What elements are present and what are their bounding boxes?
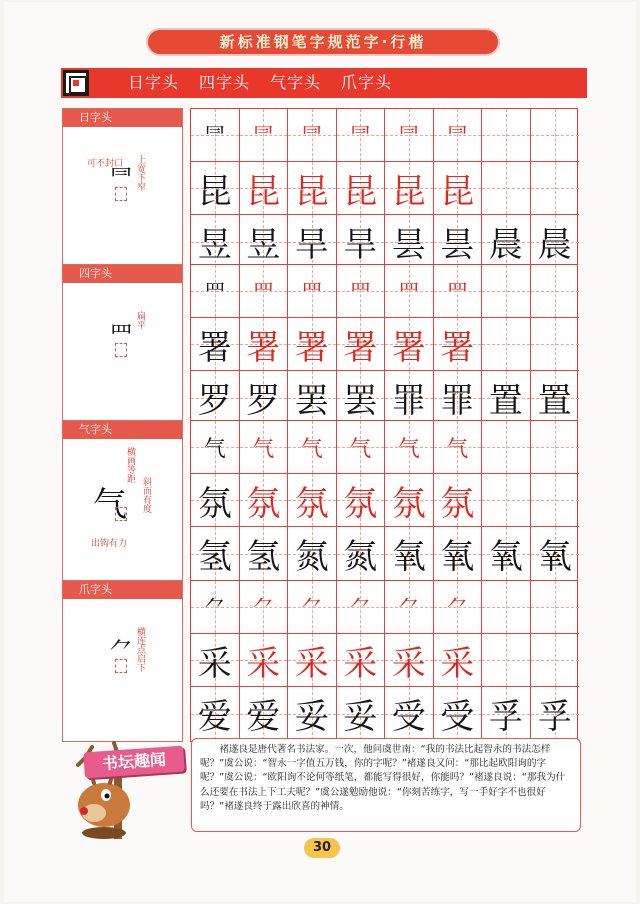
sample-character: ⺈ [397, 596, 420, 622]
structure-note: 上宽下窄 [135, 155, 145, 191]
practice-cell [191, 371, 240, 424]
sample-character: 爱 [246, 697, 281, 737]
sample-character: 旱 [343, 225, 378, 265]
practice-cell [337, 371, 386, 424]
sample-character: 气 [203, 436, 226, 462]
sample-character: 罒 [252, 280, 275, 306]
practice-cell [434, 265, 483, 318]
structure-note: 出钩有力 [91, 539, 128, 549]
sample-character: 罪 [391, 381, 426, 421]
practice-cell [385, 109, 434, 162]
sample-character: 氢 [197, 537, 232, 577]
sample-character: 昆 [440, 171, 475, 212]
practice-cell [337, 687, 386, 740]
sample-character: 署 [197, 327, 232, 368]
practice-cell [385, 687, 434, 740]
practice-cell [434, 162, 483, 215]
practice-cell[interactable] [531, 318, 580, 371]
sample-character: ⺈ [349, 596, 372, 622]
sample-character: ⺜ [300, 124, 323, 150]
sample-character: 气 [446, 436, 469, 462]
practice-cell [240, 371, 289, 424]
sample-character: 昙 [391, 225, 426, 265]
section-square-icon [63, 70, 89, 96]
sample-character: 氛 [343, 483, 378, 524]
sample-character: 采 [197, 643, 232, 684]
practice-cell [482, 371, 531, 424]
sample-character: 罢 [343, 381, 378, 421]
practice-cell [288, 527, 337, 580]
structure-note: 横画等距 [125, 447, 135, 483]
sample-character: 孚 [488, 697, 523, 737]
sample-character: 署 [391, 327, 426, 368]
practice-cell [337, 265, 386, 318]
sample-character: 氛 [197, 483, 232, 524]
practice-cell [434, 421, 483, 474]
practice-cell [288, 581, 337, 634]
sample-character: 旱 [294, 225, 329, 265]
sample-character: 氮 [294, 537, 329, 577]
sample-character: ⺜ [252, 124, 275, 150]
practice-cell [240, 634, 289, 687]
sample-character: ⺜ [349, 124, 372, 150]
practice-cell[interactable] [482, 318, 531, 371]
sample-character: 罗 [197, 381, 232, 421]
practice-cell [288, 215, 337, 268]
radical-label: 日字头 [63, 109, 182, 127]
sample-character: 氧 [488, 537, 523, 577]
practice-cell [337, 109, 386, 162]
practice-cell [191, 318, 240, 371]
sample-character: 罒 [446, 280, 469, 306]
sample-character: 妥 [343, 697, 378, 737]
radical-label: 爪字头 [63, 581, 182, 599]
sample-character: 爱 [197, 697, 232, 737]
practice-cell [531, 215, 580, 268]
practice-cell [337, 318, 386, 371]
radical-info-panel [62, 580, 183, 742]
page-number: 30 [312, 840, 332, 855]
sample-character: 罒 [203, 280, 226, 306]
sample-character: 署 [440, 327, 475, 368]
sample-character: 置 [537, 381, 572, 421]
practice-cell [288, 474, 337, 527]
practice-cell [337, 474, 386, 527]
sample-character: 氮 [343, 537, 378, 577]
sample-character: ⺈ [446, 596, 469, 622]
practice-cell[interactable] [531, 421, 580, 474]
practice-cell [191, 687, 240, 740]
story-text: 褚遂良是唐代著名书法家。一次，他问虞世南：“我的书法比起智永的书法怎样呢？”虞公说：“智永一字值五万钱，你的字呢？”褚遂良又问：“那比起欧阳询的字呢？”虞公说：“欧阳询不论何等纸笔，都能写得很好，你能吗？”褚遂良说：“那我为什么还要在书法上下工夫呢？”虞公遂勉励他说：“你刻苦练字，写一手好字不也很好吗？”褚遂良终于露出欣喜的神情。 [200, 744, 566, 812]
practice-cell [240, 265, 289, 318]
practice-cell [191, 474, 240, 527]
practice-cell [434, 634, 483, 687]
practice-grid [190, 580, 578, 742]
sample-character: 署 [343, 327, 378, 368]
practice-cell [337, 527, 386, 580]
sample-character: 气 [397, 436, 420, 462]
sample-character: 罒 [300, 280, 323, 306]
practice-cell[interactable] [531, 162, 580, 215]
practice-cell [240, 421, 289, 474]
sample-character: ⺜ [203, 124, 226, 150]
sample-character: 氛 [440, 483, 475, 524]
practice-cell [191, 109, 240, 162]
sample-character: 氢 [246, 537, 281, 577]
structure-note: 斜而有度 [141, 477, 151, 513]
practice-cell [434, 687, 483, 740]
practice-cell[interactable] [482, 634, 531, 687]
practice-cell [385, 318, 434, 371]
structure-note: 可不封口 [87, 159, 124, 169]
practice-cell [240, 687, 289, 740]
practice-cell [240, 318, 289, 371]
practice-cell [191, 265, 240, 318]
sample-character: ⺈ [300, 596, 323, 622]
practice-cell [434, 581, 483, 634]
practice-cell [337, 421, 386, 474]
practice-grid [190, 264, 578, 426]
practice-cell[interactable] [482, 109, 531, 162]
practice-cell[interactable] [531, 634, 580, 687]
sample-character: 氛 [294, 483, 329, 524]
radical-info-panel [62, 108, 183, 270]
sample-character: 氛 [246, 483, 281, 524]
practice-cell [288, 634, 337, 687]
radical-label: 气字头 [63, 421, 182, 439]
practice-cell[interactable] [482, 421, 531, 474]
practice-cell [531, 371, 580, 424]
practice-cell [191, 581, 240, 634]
sample-character: 气 [252, 436, 275, 462]
practice-cell [337, 162, 386, 215]
practice-cell [288, 265, 337, 318]
practice-cell [385, 634, 434, 687]
sample-character: 罒 [349, 280, 372, 306]
section-bar-item: 爪字头 [341, 73, 393, 92]
practice-cell [288, 109, 337, 162]
sample-character: ⺜ [397, 124, 420, 150]
sample-character: 昱 [246, 225, 281, 265]
practice-cell [385, 474, 434, 527]
sample-character: 署 [246, 327, 281, 368]
sample-character: 昱 [197, 225, 232, 265]
radical-example: ⺜ [109, 165, 133, 193]
sample-character: 昙 [440, 225, 475, 265]
practice-cell [240, 527, 289, 580]
sample-character: 晨 [537, 225, 572, 265]
sample-character: 罢 [294, 381, 329, 421]
practice-cell [240, 215, 289, 268]
practice-cell[interactable] [482, 162, 531, 215]
practice-cell [288, 371, 337, 424]
sample-character: 采 [343, 643, 378, 684]
sample-character: 气 [300, 436, 323, 462]
sample-character: 氧 [440, 537, 475, 577]
radical-example: ⺈ [109, 637, 133, 665]
structure-guide-box [115, 507, 127, 521]
sample-character: 采 [440, 643, 475, 684]
practice-cell[interactable] [482, 581, 531, 634]
sample-character: ⺜ [446, 124, 469, 150]
practice-cell [434, 527, 483, 580]
story-box [191, 738, 581, 832]
practice-cell [482, 215, 531, 268]
practice-cell [288, 162, 337, 215]
sample-character: 气 [349, 436, 372, 462]
sample-character: 昆 [294, 171, 329, 212]
practice-cell [191, 421, 240, 474]
practice-cell[interactable] [531, 265, 580, 318]
sample-character: 罗 [246, 381, 281, 421]
practice-cell [434, 474, 483, 527]
practice-cell [385, 265, 434, 318]
radical-example: 罒 [109, 321, 133, 349]
sample-character: 晨 [488, 225, 523, 265]
structure-note: 横连点启下 [135, 627, 145, 672]
sample-character: 采 [391, 643, 426, 684]
practice-cell[interactable] [531, 474, 580, 527]
sample-character: 妥 [294, 697, 329, 737]
practice-cell [337, 215, 386, 268]
section-bar-item: 四字头 [199, 73, 251, 92]
sample-character: 昆 [197, 171, 232, 212]
sample-character: 昆 [246, 171, 281, 212]
practice-cell [288, 421, 337, 474]
practice-cell [288, 687, 337, 740]
radical-info-panel [62, 264, 183, 426]
sample-character: 氧 [537, 537, 572, 577]
sample-character: 采 [294, 643, 329, 684]
practice-cell [191, 527, 240, 580]
practice-cell [434, 371, 483, 424]
practice-cell [240, 581, 289, 634]
section-bar-item: 日字头 [128, 73, 180, 92]
practice-cell [434, 318, 483, 371]
banner-title: 新标准钢笔字规范字·行楷 [219, 33, 427, 51]
sample-character: ⺈ [203, 596, 226, 622]
section-bar-item: 气字头 [270, 73, 322, 92]
sample-character: 采 [246, 643, 281, 684]
practice-cell [482, 687, 531, 740]
sample-character: 受 [440, 697, 475, 737]
sample-character: 署 [294, 327, 329, 368]
practice-cell [385, 162, 434, 215]
structure-guide-box [115, 187, 127, 201]
sample-character: 罪 [440, 381, 475, 421]
practice-cell [385, 421, 434, 474]
practice-cell [385, 371, 434, 424]
section-title-text [128, 68, 412, 98]
radical-example: 气 [93, 485, 127, 525]
practice-cell[interactable] [482, 265, 531, 318]
practice-grid [190, 420, 578, 582]
practice-cell [482, 527, 531, 580]
structure-guide-box [115, 343, 127, 357]
practice-cell [385, 215, 434, 268]
practice-cell [288, 318, 337, 371]
radical-label: 四字头 [63, 265, 182, 283]
practice-cell [240, 474, 289, 527]
practice-cell[interactable] [482, 474, 531, 527]
practice-cell [191, 634, 240, 687]
practice-cell [337, 634, 386, 687]
sample-character: 置 [488, 381, 523, 421]
practice-cell [337, 581, 386, 634]
story-sign-label: 书坛趣闻 [101, 749, 167, 774]
practice-cell[interactable] [531, 581, 580, 634]
practice-cell [385, 527, 434, 580]
sample-character: 氛 [391, 483, 426, 524]
practice-cell [531, 527, 580, 580]
sample-character: 昆 [343, 171, 378, 212]
practice-cell [434, 215, 483, 268]
practice-grid [190, 108, 578, 270]
practice-cell [434, 109, 483, 162]
sample-character: 昆 [391, 171, 426, 212]
structure-guide-box [115, 659, 127, 673]
radical-info-panel [62, 420, 183, 582]
structure-note: 扁平 [135, 311, 145, 329]
sample-character: 罒 [397, 280, 420, 306]
sample-character: 受 [391, 697, 426, 737]
practice-cell [240, 162, 289, 215]
practice-cell [191, 215, 240, 268]
practice-cell [531, 687, 580, 740]
sample-character: ⺈ [252, 596, 275, 622]
practice-cell [191, 162, 240, 215]
practice-cell [385, 581, 434, 634]
practice-cell [240, 109, 289, 162]
sample-character: 孚 [537, 697, 572, 737]
sample-character: 氧 [391, 537, 426, 577]
practice-cell[interactable] [531, 109, 580, 162]
